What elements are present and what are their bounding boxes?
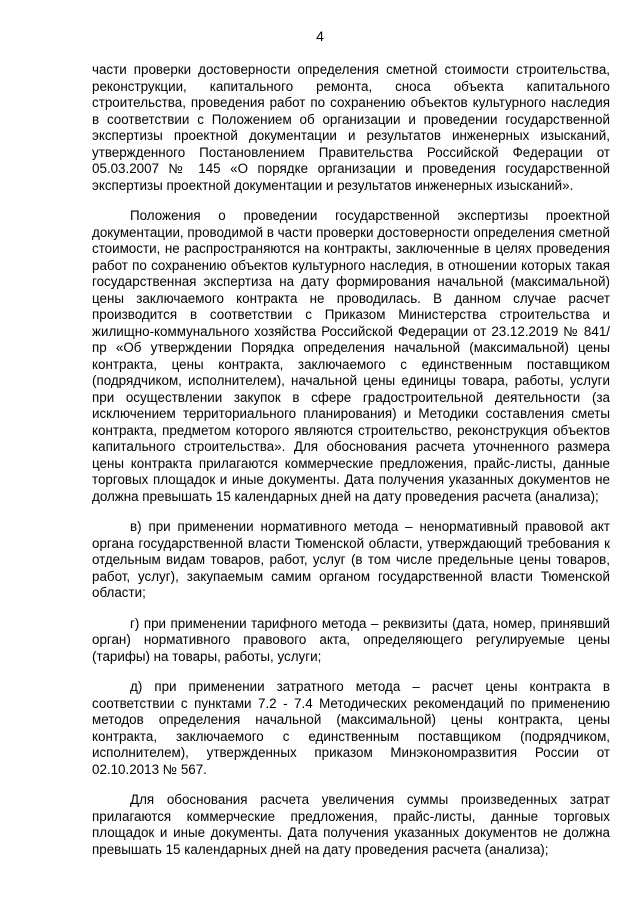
- paragraph-cultural-heritage: Положения о проведении государственной экспертизы проектной документации, проводимой в части проверки достоверности определения сметной стоимости, не распространяются на контракты, заключенные в целях проведения работ по сохранению объектов культурного наследия, в отношении которых такая государственная экспертиза на дату формирования начальной (максимальной) цены заключаемого контракта не проводилась. В данном случае расчет производится в соответствии с Приказом Министерства строительства и жилищно-коммунального хозяйства Российской Федерации от 23.12.2019 № 841/пр «Об утверждении Порядка определения начальной (максимальной) цены контракта, цены контракта, заключаемого с единственным поставщиком (подрядчиком, исполнителем), начальной цены единицы товара, работы, услуги при осуществлении закупок в сфере градостроительной деятельности (за исключением территориального планирования) и Методики составления сметы контракта, предметом которого являются строительство, реконструкция объектов капитального строительства». Для обоснования расчета уточненного размера цены контракта прилагаются коммерческие предложения, прайс-листы, данные торговых площадок и иные документы. Дата получения указанных документов не должна превышать 15 календарных дней на дату проведения расчета (анализа);: [92, 208, 610, 504]
- paragraph-cost-method: д) при применении затратного метода – расчет цены контракта в соответствии с пунктами 7.2 - 7.4 Методических рекомендаций по применению методов определения начальной (максимальной) цены контракта, цены контракта, заключаемого с единственным поставщиком (подрядчиком, исполнителем), утвержденных приказом Минэкономразвития России от 02.10.2013 № 567.: [92, 679, 610, 777]
- document-body: [92, 62, 610, 858]
- paragraph-expertise-continuation: части проверки достоверности определения сметной стоимости строительства, реконструкции, капитального ремонта, сноса объекта капитального строительства, проведения работ по сохранению объектов культурного наследия в соответствии с Положением об организации и проведении государственной экспертизы проектной документации и результатов инженерных изысканий, утвержденного Постановлением Правительства Российской Федерации от 05.03.2007 № 145 «О порядке организации и проведения государственной экспертизы проектной документации и результатов инженерных изысканий».: [92, 62, 610, 193]
- paragraph-normative-method: в) при применении нормативного метода – ненормативный правовой акт органа государственной власти Тюменской области, утверждающий требования к отдельным видам товаров, работ, услуг (в том числе предельные цены товаров, работ, услуг), закупаемым самим органом государственной власти Тюменской области;: [92, 519, 610, 600]
- paragraph-tariff-method: г) при применении тарифного метода – реквизиты (дата, номер, принявший орган) нормативного правового акта, определяющего регулируемые цены (тарифы) на товары, работы, услуги;: [92, 615, 610, 664]
- paragraph-cost-increase: Для обоснования расчета увеличения суммы произведенных затрат прилагаются коммерческие предложения, прайс-листы, данные торговых площадок и иные документы. Дата получения указанных документов не должна превышать 15 календарных дней на дату проведения расчета (анализа);: [92, 792, 610, 857]
- page-number: 4: [316, 28, 324, 44]
